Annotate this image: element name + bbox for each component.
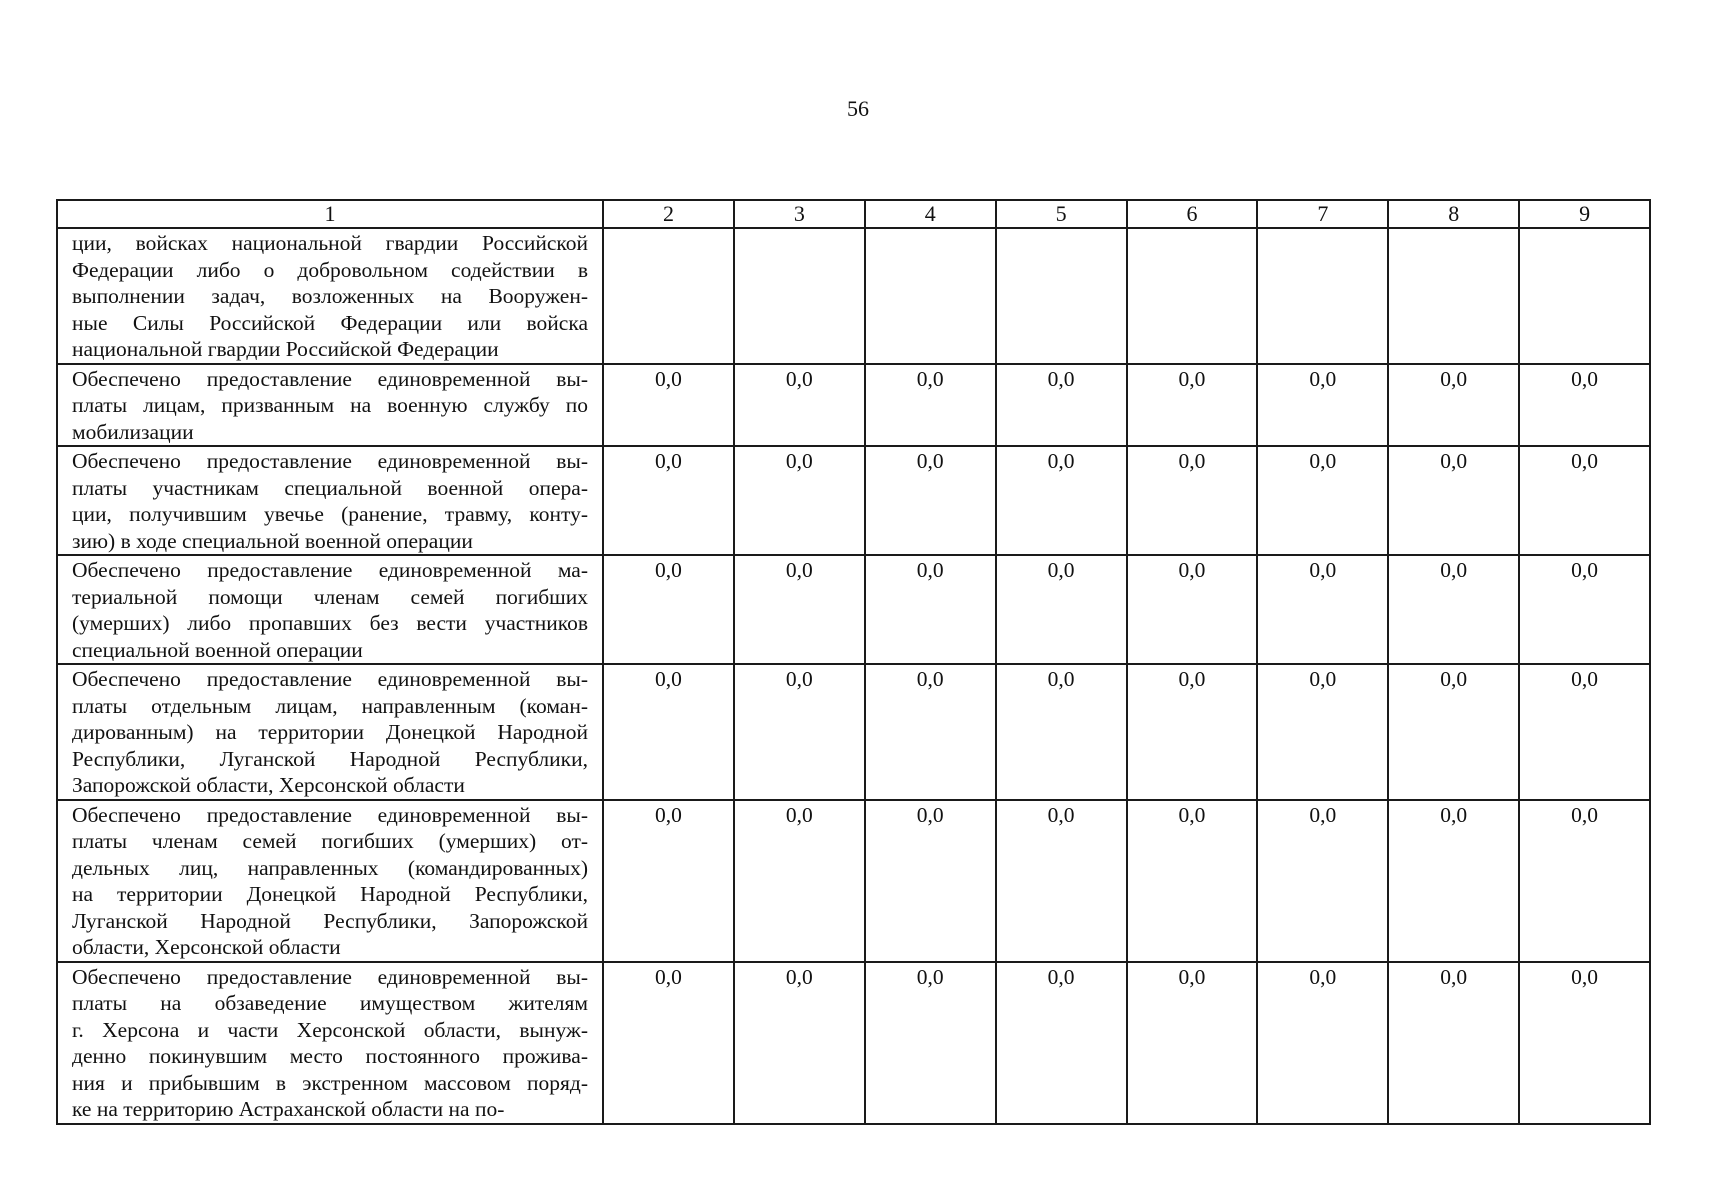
description-line: выполнении задач, возложенных на Вооружен- [72, 284, 588, 308]
data-table [56, 199, 1651, 1125]
table-row [57, 664, 1650, 800]
value-cell-col-9 [1519, 228, 1650, 364]
value-cell-col-2 [603, 228, 734, 364]
value-cell-col-5 [996, 228, 1127, 364]
row-description [57, 228, 603, 364]
description-line: зию) в ходе специальной военной операции [72, 528, 473, 553]
table-body [57, 228, 1650, 1124]
description-line: Луганской Народной Республики, Запорожской [72, 908, 588, 933]
description-line: Федерации либо о добровольном содействии в [72, 257, 588, 282]
description-line: платы отдельным лицам, направленным (коман- [72, 693, 588, 718]
description-line: Обеспечено предоставление единовременной вы- [72, 366, 588, 391]
value-cell-col-3: 0,0 [734, 364, 865, 447]
row-description [57, 446, 603, 555]
value-cell-col-8: 0,0 [1388, 962, 1519, 1124]
value-cell-col-8: 0,0 [1388, 800, 1519, 962]
description-line: териальной помощи членам семей погибших [72, 584, 588, 609]
table-row [57, 962, 1650, 1124]
value-cell-col-4: 0,0 [865, 800, 996, 962]
value-cell-col-3: 0,0 [734, 446, 865, 555]
page-number: 56 [847, 96, 869, 121]
description-line: национальной гвардии Российской Федерации [72, 337, 499, 361]
value-cell-col-7: 0,0 [1257, 664, 1388, 800]
value-cell-col-7 [1257, 228, 1388, 364]
description-line: дельных лиц, направленных (командированных) [72, 855, 588, 880]
column-header-1: 1 [57, 200, 603, 228]
value-cell-col-3: 0,0 [734, 664, 865, 800]
value-cell-col-4: 0,0 [865, 962, 996, 1124]
table-header [57, 200, 1650, 228]
table-row [57, 800, 1650, 962]
value-cell-col-6: 0,0 [1127, 364, 1258, 447]
description-line: Обеспечено предоставление единовременной вы- [72, 449, 588, 473]
column-header-9: 9 [1519, 200, 1650, 228]
description-line: специальной военной операции [72, 637, 363, 662]
value-cell-col-8 [1388, 228, 1519, 364]
value-cell-col-6: 0,0 [1127, 800, 1258, 962]
value-cell-col-2: 0,0 [603, 446, 734, 555]
column-header-7: 7 [1257, 200, 1388, 228]
value-cell-col-3: 0,0 [734, 962, 865, 1124]
description-line: ке на территорию Астраханской области на по- [72, 1097, 505, 1121]
value-cell-col-7: 0,0 [1257, 555, 1388, 664]
value-cell-col-8: 0,0 [1388, 446, 1519, 555]
value-cell-col-7: 0,0 [1257, 446, 1388, 555]
value-cell-col-2: 0,0 [603, 555, 734, 664]
value-cell-col-8: 0,0 [1388, 364, 1519, 447]
value-cell-col-5: 0,0 [996, 962, 1127, 1124]
value-cell-col-9: 0,0 [1519, 555, 1650, 664]
column-header-6: 6 [1127, 200, 1258, 228]
row-description [57, 555, 603, 664]
description-line: (умерших) либо пропавших без вести участников [72, 611, 588, 635]
value-cell-col-9: 0,0 [1519, 446, 1650, 555]
value-cell-col-4: 0,0 [865, 555, 996, 664]
description-line: на территории Донецкой Народной Республики, [72, 882, 588, 906]
header-row [57, 200, 1650, 228]
description-line: г. Херсона и части Херсонской области, вынуж- [72, 1017, 588, 1042]
value-cell-col-7: 0,0 [1257, 962, 1388, 1124]
description-line: ции, получившим увечье (ранение, травму, конту- [72, 502, 588, 526]
description-line: ные Силы Российской Федерации или войска [72, 310, 588, 335]
description-line: платы на обзаведение имуществом жителям [72, 991, 588, 1015]
value-cell-col-7: 0,0 [1257, 800, 1388, 962]
description-line: дированным) на территории Донецкой Народной [72, 720, 588, 744]
description-line: мобилизации [72, 419, 194, 444]
row-description [57, 664, 603, 800]
description-line: платы участникам специальной военной опера- [72, 475, 588, 500]
value-cell-col-2: 0,0 [603, 962, 734, 1124]
value-cell-col-2: 0,0 [603, 664, 734, 800]
value-cell-col-3: 0,0 [734, 800, 865, 962]
table-row [57, 555, 1650, 664]
value-cell-col-5: 0,0 [996, 555, 1127, 664]
value-cell-col-9: 0,0 [1519, 962, 1650, 1124]
column-header-4: 4 [865, 200, 996, 228]
table-row [57, 228, 1650, 364]
row-description [57, 800, 603, 962]
column-header-3: 3 [734, 200, 865, 228]
description-line: платы членам семей погибших (умерших) от- [72, 829, 588, 853]
description-line: Обеспечено предоставление единовременной вы- [72, 667, 588, 691]
description-line: Обеспечено предоставление единовременной вы- [72, 802, 588, 827]
table-row [57, 364, 1650, 447]
value-cell-col-5: 0,0 [996, 364, 1127, 447]
value-cell-col-2: 0,0 [603, 800, 734, 962]
value-cell-col-6: 0,0 [1127, 446, 1258, 555]
value-cell-col-5: 0,0 [996, 800, 1127, 962]
value-cell-col-9: 0,0 [1519, 664, 1650, 800]
value-cell-col-8: 0,0 [1388, 555, 1519, 664]
value-cell-col-4: 0,0 [865, 364, 996, 447]
description-line: области, Херсонской области [72, 935, 341, 959]
column-header-2: 2 [603, 200, 734, 228]
value-cell-col-9: 0,0 [1519, 800, 1650, 962]
value-cell-col-2: 0,0 [603, 364, 734, 447]
description-line: Обеспечено предоставление единовременной ма- [72, 558, 588, 582]
value-cell-col-4 [865, 228, 996, 364]
description-line: денно покинувшим место постоянного прожива- [72, 1044, 588, 1068]
value-cell-col-3: 0,0 [734, 555, 865, 664]
description-line: Республики, Луганской Народной Республики, [72, 746, 588, 771]
value-cell-col-7: 0,0 [1257, 364, 1388, 447]
description-line: ции, войсках национальной гвардии Российской [72, 231, 588, 255]
table-row [57, 446, 1650, 555]
value-cell-col-6 [1127, 228, 1258, 364]
description-line: ния и прибывшим в экстренном массовом поряд- [72, 1070, 588, 1095]
description-line: Запорожской области, Херсонской области [72, 773, 465, 797]
value-cell-col-5: 0,0 [996, 664, 1127, 800]
value-cell-col-5: 0,0 [996, 446, 1127, 555]
column-header-8: 8 [1388, 200, 1519, 228]
value-cell-col-4: 0,0 [865, 664, 996, 800]
value-cell-col-6: 0,0 [1127, 555, 1258, 664]
description-line: платы лицам, призванным на военную службу по [72, 393, 588, 417]
value-cell-col-6: 0,0 [1127, 962, 1258, 1124]
value-cell-col-4: 0,0 [865, 446, 996, 555]
description-line: Обеспечено предоставление единовременной вы- [72, 964, 588, 989]
row-description [57, 364, 603, 447]
value-cell-col-8: 0,0 [1388, 664, 1519, 800]
row-description [57, 962, 603, 1124]
value-cell-col-3 [734, 228, 865, 364]
column-header-5: 5 [996, 200, 1127, 228]
value-cell-col-6: 0,0 [1127, 664, 1258, 800]
value-cell-col-9: 0,0 [1519, 364, 1650, 447]
